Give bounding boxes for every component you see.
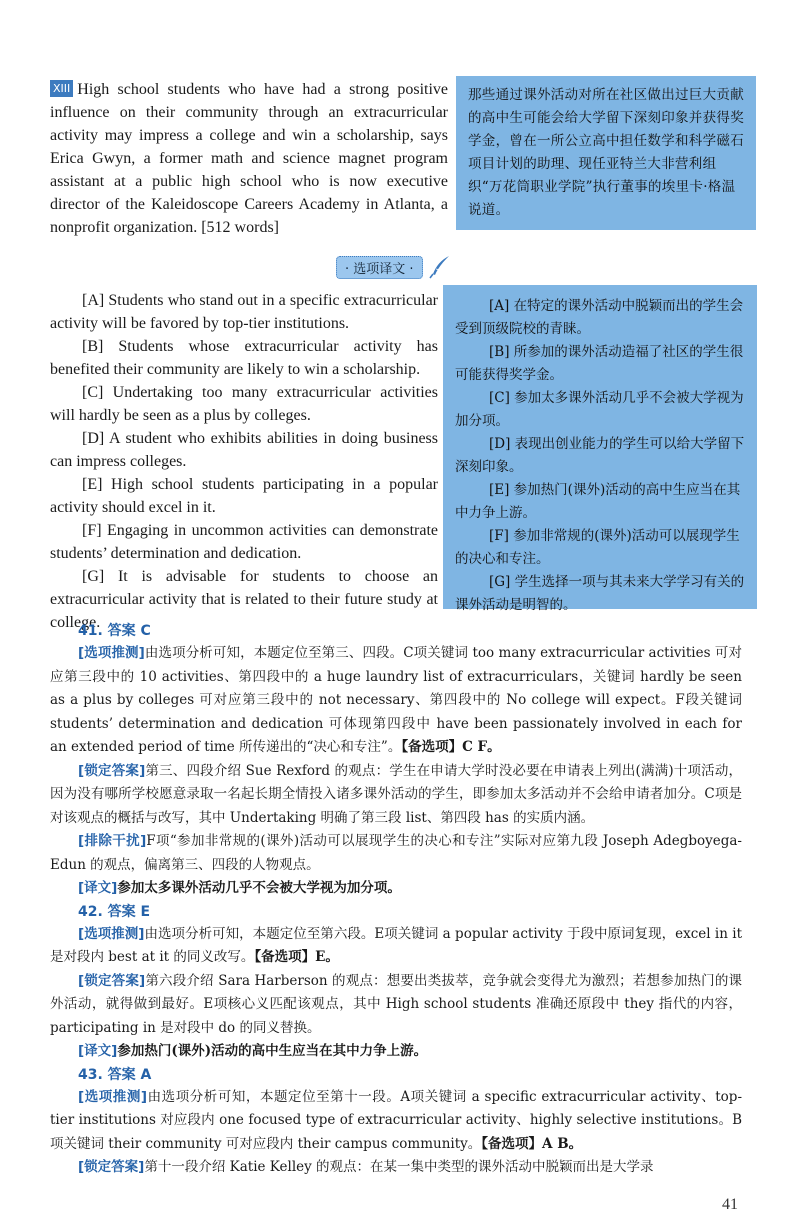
- answer-text: F项“参加非常规的(课外)活动可以展现学生的决心和专注”实际对应第九段 Joseph Adegboyega-Edun 的观点，偏离第三、四段的人物观点。: [50, 833, 742, 873]
- backup-tag: 【备选项】: [401, 739, 463, 755]
- option-en-b: [B] Students whose extracurricular activity has benefited their community are likely to win a scholarship.: [50, 338, 438, 378]
- answer-text: 由选项分析可知，本题定位至第十一段。A项关键词 a specific extracurricular activity、top-tier institutions 对应段内 one focused type of extracurricular activity、highly selective institutions。B项关键词 their community 可对应段内 their campus community。: [50, 1088, 743, 1152]
- option-en-d: [D] A student who exhibits abilities in doing business can impress colleges.: [50, 430, 438, 470]
- section-title-label: · 选项译文 ·: [336, 256, 423, 279]
- option-cn-e: [E] 参加热门(课外)活动的高中生应当在其中力争上游。: [455, 482, 741, 521]
- answer-text: 由选项分析可知，本题定位至第六段。E项关键词 a popular activity 于段中原词复现，excel in it 是对段内 best at it 的同义改写。: [50, 925, 742, 965]
- backup-options: A B。: [542, 1135, 583, 1152]
- answer-41-exclude: [50, 830, 742, 877]
- tag-label: [锁定答案]: [78, 972, 146, 989]
- option-en-f: [F] Engaging in uncommon activities can demonstrate students’ determination and dedication.: [50, 522, 438, 562]
- option-en-e: [E] High school students participating in a popular activity should excel in it.: [50, 476, 438, 516]
- paragraph-numeral: XIII: [50, 80, 73, 97]
- answer-43-prediction: [50, 1086, 742, 1157]
- paragraph-13-english: [50, 78, 448, 239]
- answer-text: 参加太多课外活动几乎不会被大学视为加分项。: [117, 880, 401, 896]
- page-number: 41: [722, 1196, 738, 1213]
- answer-41-translation: [50, 877, 742, 901]
- answer-42-heading: 42. 答案 E: [78, 903, 151, 920]
- options-english-list: [50, 289, 438, 634]
- tag-label: [锁定答案]: [78, 762, 146, 779]
- answer-42-translation: [50, 1040, 742, 1064]
- option-en-g: [G] It is advisable for students to choose an extracurricular activity that is related to their future study at college.: [50, 568, 438, 631]
- option-en-c: [C] Undertaking too many extracurricular activities will hardly be seen as a plus by colleges.: [50, 384, 438, 424]
- answer-42-prediction: [50, 923, 742, 970]
- answer-text: 第十一段介绍 Katie Kelley 的观点：在某一集中类型的课外活动中脱颖而出是大学录: [144, 1159, 654, 1175]
- options-translation-box: [443, 285, 757, 613]
- section-title: [336, 254, 453, 280]
- answer-43-heading: 43. 答案 A: [78, 1066, 152, 1083]
- option-cn-g: [G] 学生选择一项与其未来大学学习有关的课外活动是明智的。: [455, 574, 745, 613]
- option-cn-a: [A] 在特定的课外活动中脱颖而出的学生会受到顶级院校的青睐。: [455, 298, 744, 337]
- tag-label: [锁定答案]: [78, 1159, 145, 1175]
- backup-options: E。: [315, 949, 339, 965]
- answer-text: 由选项分析可知，本题定位至第三、四段。C项关键词 too many extracurricular activities 可对应第三段中的 10 activities、第四段中的 a huge laundry list of extracurriculars，关键词 hardly be seen as a plus by colleges 可对应第三段中的 not necessary、第四段中的 No college will expect。F段关键词 students’ determination and dedication 可体现第四段中 have been passionately involved in each for an extended period of time 所传递出的“决心和专注”。: [50, 645, 742, 755]
- backup-tag: 【备选项】: [481, 1135, 543, 1152]
- answer-41-heading: 41. 答案 C: [78, 623, 151, 639]
- tag-label: [译文]: [78, 1043, 118, 1059]
- option-en-a: [A] Students who stand out in a specific extracurricular activity will be favored by top-tier institutions.: [50, 292, 438, 332]
- answer-42-lock: [50, 970, 742, 1041]
- paragraph-13-text: High school students who have had a strong positive influence on their community through an extracurricular activity may impress a college and win a scholarship, says Erica Gwyn, a former math and science magnet program assistant at a public high school who is now executive director of the Kaleidoscope Careers Academy in Atlanta, a nonprofit organization. [512 words]: [50, 81, 448, 236]
- tag-label: [选项推测]: [78, 1088, 148, 1105]
- answer-41-lock: [50, 760, 742, 831]
- tag-label: [排除干扰]: [78, 833, 147, 849]
- answer-text: 第三、四段介绍 Sue Rexford 的观点：学生在申请大学时没必要在申请表上列出(满满)十项活动，因为没有哪所学校愿意录取一名起长期全情投入诸多课外活动的学生，即参加太多活动并不会给申请者加分。C项是对该观点的概括与改写，其中 Undertaking 明确了第三段 list、第四段 has 的实质内涵。: [50, 762, 742, 826]
- tag-label: [选项推测]: [78, 925, 145, 942]
- option-cn-f: [F] 参加非常规的(课外)活动可以展现学生的决心和专注。: [455, 528, 740, 567]
- backup-tag: 【备选项】: [254, 949, 316, 965]
- option-cn-b: [B] 所参加的课外活动造福了社区的学生很可能获得奖学金。: [455, 344, 744, 383]
- tag-label: [译文]: [78, 880, 118, 896]
- quill-pen-icon: [427, 254, 453, 280]
- option-cn-c: [C] 参加太多课外活动几乎不会被大学视为加分项。: [455, 390, 744, 429]
- answer-text: 参加热门(课外)活动的高中生应当在其中力争上游。: [117, 1043, 428, 1059]
- option-cn-d: [D] 表现出创业能力的学生可以给大学留下深刻印象。: [455, 436, 745, 475]
- answer-text: 第六段介绍 Sara Harberson 的观点：想要出类拔萃，竞争就会变得尤为激烈；若想参加热门的课外活动，就得做到最好。E项核心义匹配该观点，其中 High school students 准确还原段中 they 指代的内容，participating in 是对段中 do 的同义替换。: [50, 972, 743, 1036]
- backup-options: C F。: [462, 739, 501, 755]
- tag-label: [选项推测]: [78, 645, 145, 661]
- answer-43-lock: [50, 1156, 742, 1180]
- paragraph-13-translation: 那些通过课外活动对所在社区做出过巨大贡献的高中生可能会给大学留下深刻印象并获得奖学金，曾在一所公立高中担任数学和科学磁石项目计划的助理、现任亚特兰大非营利组织“万花筒职业学院”执行董事的埃里卡·格温说道。: [456, 76, 756, 230]
- answer-41-prediction: [50, 642, 742, 760]
- answer-explanations: [50, 620, 742, 1180]
